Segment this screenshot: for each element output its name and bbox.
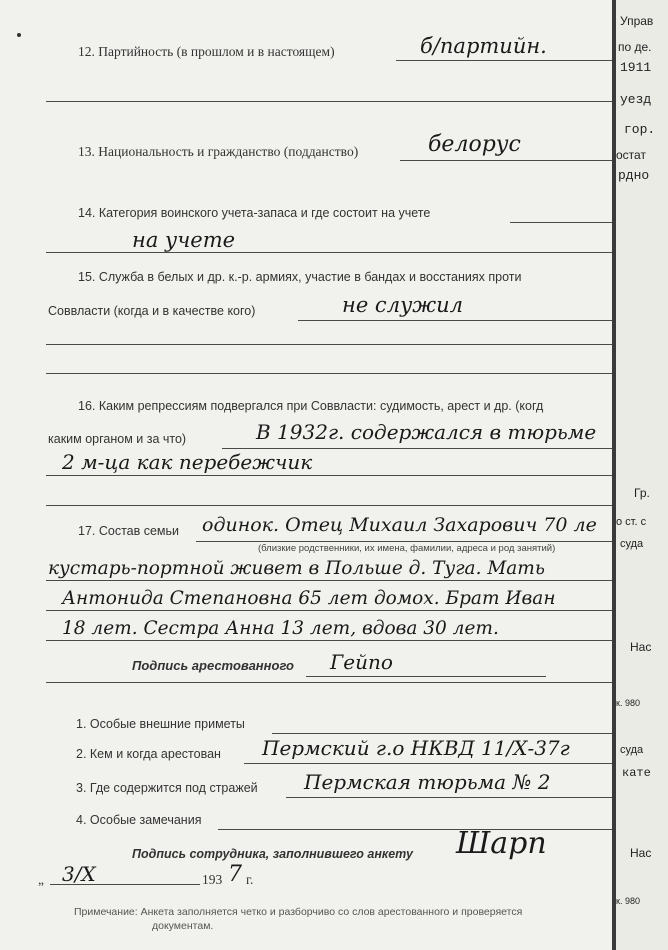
punch-mark: [17, 33, 21, 37]
side-text-4: уезд: [620, 92, 652, 107]
officer-signature-label: Подпись сотрудника, заполнившего анкету: [132, 847, 413, 861]
q17-label: 17. Состав семьи: [78, 524, 180, 538]
q14-label: 14. Категория воинского учета-запаса и где состоит на учете: [78, 206, 431, 220]
side-text-11: Нас: [630, 640, 652, 654]
date-quote-mark: „: [38, 872, 44, 887]
side-text-5: гор.: [624, 122, 656, 137]
date-underline: [50, 884, 200, 885]
q17-answer-line4: 18 лет. Сестра Анна 13 лет, вдова 30 лет.: [62, 618, 499, 639]
adjacent-page-strip: [616, 0, 668, 950]
q14-underline: [510, 222, 612, 223]
side-text-13: суда: [620, 744, 644, 756]
q16-line-3: [46, 505, 612, 506]
q12-continuation-line: [46, 101, 612, 102]
s4-underline: [218, 829, 612, 830]
section-divider: [46, 682, 612, 683]
q16-label-line2: каким органом и за что): [48, 432, 187, 446]
q12-underline: [396, 60, 612, 61]
date-day: 3/Х: [62, 862, 96, 886]
s3-underline: [286, 797, 612, 798]
date-year-prefix: 193: [202, 872, 223, 887]
note-line1: Примечание: Анкета заполняется четко и разборчиво со слов арестованного и проверяется: [74, 906, 523, 918]
q13-underline: [400, 160, 612, 161]
q15-label-line2: Соввласти (когда и в качестве кого): [48, 304, 256, 318]
q16-answer-line1: В 1932г. содержался в тюрьме: [256, 420, 597, 444]
q12-answer: б/партийн.: [420, 34, 547, 58]
q15-label-line1: 15. Служба в белых и др. к.-р. армиях, участие в бандах и восстаниях проти: [78, 270, 522, 284]
side-text-7: рдно: [618, 168, 650, 183]
side-text-10: суда: [620, 538, 644, 550]
q17-underline: [196, 541, 612, 542]
date-suffix: г.: [246, 872, 254, 887]
q12-label: 12. Партийность (в прошлом и в настоящем): [78, 44, 335, 59]
q17-answer-line2: кустарь-портной живет в Польше д. Туга. Мать: [48, 558, 545, 579]
note-line2: документам.: [152, 920, 214, 932]
s2-label: 2. Кем и когда арестован: [76, 747, 221, 761]
s3-answer: Пермская тюрьма № 2: [304, 770, 551, 794]
s1-label: 1. Особые внешние приметы: [76, 717, 245, 731]
side-text-8: Гр.: [634, 486, 650, 500]
s1-underline: [272, 733, 612, 734]
s3-label: 3. Где содержится под стражей: [76, 781, 258, 795]
q14-answer: на учете: [132, 228, 236, 252]
side-text-16: к. 980: [616, 896, 640, 906]
q17-line-2: [46, 580, 612, 581]
side-text-3: 1911: [620, 60, 652, 75]
arrested-signature-label: Подпись арестованного: [132, 658, 294, 673]
side-text-14: кате: [622, 766, 651, 780]
s2-answer: Пермский г.о НКВД 11/Х-37г: [262, 736, 570, 760]
q14-answer-line: [46, 252, 612, 253]
q15-line-3: [46, 373, 612, 374]
q16-underline: [222, 448, 612, 449]
side-text-15: Нас: [630, 846, 652, 860]
q16-line-2: [46, 475, 612, 476]
q17-line-4: [46, 640, 612, 641]
side-text-6: остат: [616, 148, 646, 162]
q13-answer: белорус: [428, 132, 521, 157]
q17-line-3: [46, 610, 612, 611]
side-text-9: о ст. с: [616, 516, 647, 528]
q15-answer: не служил: [342, 293, 464, 317]
q15-underline: [298, 320, 612, 321]
q17-answer-line1: одинок. Отец Михаил Захарович 70 ле: [202, 514, 597, 536]
side-text-1: Управ: [620, 14, 654, 28]
s4-label: 4. Особые замечания: [76, 813, 202, 827]
q17-answer-line3: Антонида Степановна 65 лет домох. Брат Иван: [62, 588, 556, 609]
side-text-2: по де.: [618, 40, 652, 54]
side-text-12: к. 980: [616, 698, 640, 708]
date-year-digit: 7: [228, 862, 242, 887]
officer-signature: Шарп: [456, 826, 547, 861]
q16-answer-line2: 2 м-ца как перебежчик: [62, 450, 313, 474]
q13-label: 13. Национальность и гражданство (подданство): [78, 144, 359, 159]
q15-line-2: [46, 344, 612, 345]
arrested-signature: Гейпо: [330, 650, 393, 674]
q16-label-line1: 16. Каким репрессиям подвергался при Соввласти: судимость, арест и др. (когд: [78, 399, 544, 413]
q17-hint: (близкие родственники, их имена, фамилии, адреса и род занятий): [258, 543, 556, 554]
s2-underline: [244, 763, 612, 764]
arrested-signature-line: [306, 676, 546, 677]
